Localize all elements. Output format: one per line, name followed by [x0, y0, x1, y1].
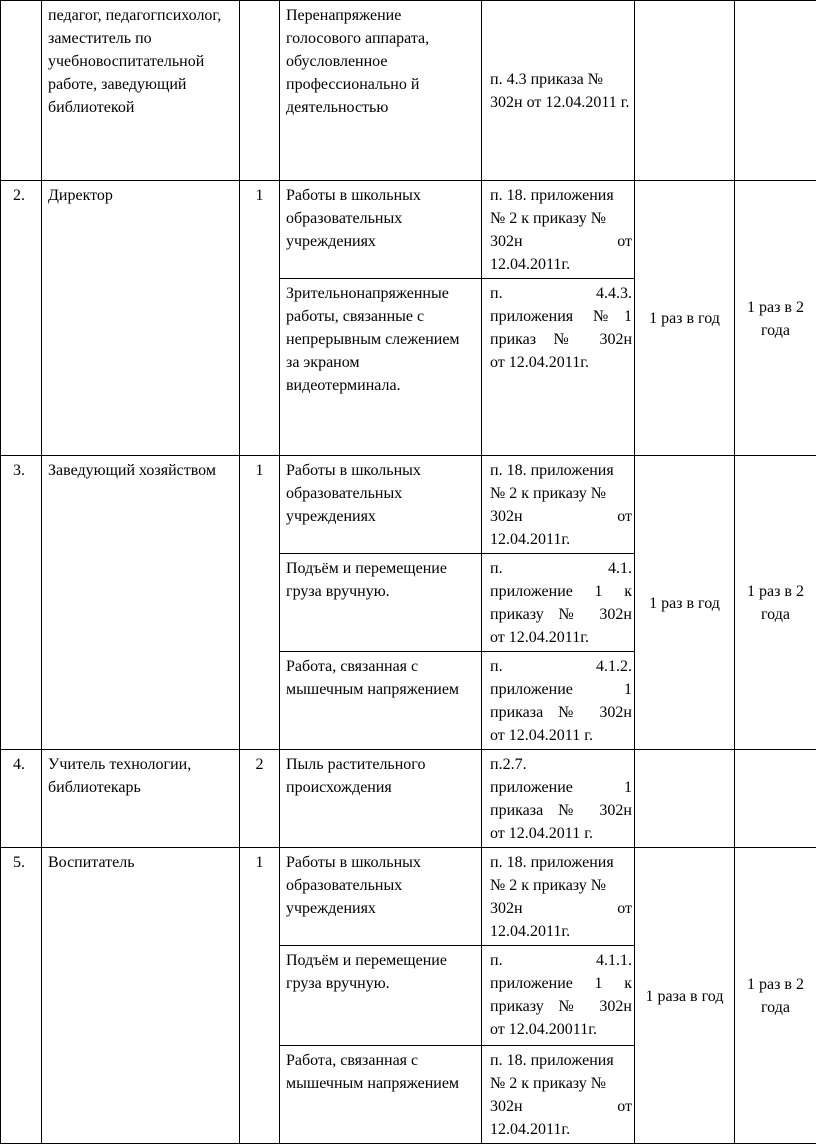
exam-text: 1 раз в 2 года	[747, 299, 804, 339]
reference-line: п. 4.1.2.	[490, 655, 632, 678]
reference-line: от 12.04.2011г.	[490, 626, 632, 649]
factor-cell	[280, 1, 482, 181]
reference-line: приказу № 302н	[490, 995, 632, 1018]
factor-text: Подъём и перемещение груза вручную.	[286, 952, 447, 992]
row-number-cell	[1, 181, 42, 456]
reference-line: приложение 1	[490, 678, 632, 701]
count-cell	[240, 750, 280, 848]
factor-cell	[280, 652, 482, 750]
position-text: Заведующий хозяйством	[48, 462, 216, 479]
reference-line: п. 4.1.	[490, 557, 632, 580]
periodicity-text: 1 раз в год	[649, 595, 720, 612]
table-row	[1, 750, 816, 848]
row-number-cell	[1, 1, 42, 181]
count-cell	[240, 848, 280, 1144]
position-text: Учитель технологии, библиотекарь	[48, 756, 191, 796]
position-cell	[42, 750, 240, 848]
factor-text: Пыль растительного происхождения	[286, 756, 425, 796]
factor-cell	[280, 456, 482, 554]
count-cell	[240, 1, 280, 181]
exam-cell	[735, 1, 816, 181]
exam-cell	[735, 750, 816, 848]
reference-line: от 12.04.2011г.	[490, 351, 632, 374]
periodicity-text: 1 раз в год	[649, 310, 720, 327]
periodicity-cell	[635, 1, 735, 181]
position-text: Воспитатель	[48, 854, 135, 871]
count-text: 1	[256, 854, 264, 871]
table-row	[1, 456, 816, 554]
factor-cell	[280, 1046, 482, 1144]
reference-line: № 2 к приказу №	[490, 1072, 632, 1095]
reference-cell	[482, 456, 635, 554]
reference-cell	[482, 554, 635, 652]
reference-cell	[482, 279, 635, 456]
factor-text: Работы в школьных образовательных учреждениях	[286, 462, 421, 525]
reference-cell	[482, 750, 635, 848]
exam-cell	[735, 456, 816, 750]
reference-line: п.2.7.	[490, 753, 632, 776]
factor-cell	[280, 750, 482, 848]
factor-text: Перенапряжение голосового аппарата, обусловленное профессионально й деятельностью	[286, 7, 429, 116]
reference-line: 302н от	[490, 1095, 632, 1118]
reference-line: п. 18. приложения	[490, 851, 632, 874]
count-cell	[240, 181, 280, 456]
reference-line: № 2 к приказу №	[490, 207, 632, 230]
exam-text: 1 раз в 2 года	[747, 976, 804, 1016]
position-text: Директор	[48, 187, 113, 204]
reference-line: п. 18. приложения	[490, 184, 632, 207]
reference-cell	[482, 181, 635, 279]
count-text: 1	[256, 187, 264, 204]
factor-text: Работы в школьных образовательных учреждениях	[286, 187, 421, 250]
position-text: педагог, педагогпсихолог, заместитель по учебновоспитательной работе, заведующий библиотекой	[48, 7, 221, 116]
reference-cell	[482, 946, 635, 1046]
row-number-cell	[1, 750, 42, 848]
reference-line: приказу № 302н	[490, 603, 632, 626]
reference-line: 302н от	[490, 897, 632, 920]
factor-text: Работа, связанная с мышечным напряжением	[286, 658, 459, 698]
factor-cell	[280, 848, 482, 946]
reference-line: приложения №1	[490, 305, 632, 328]
reference-line: от 12.04.20011г.	[490, 1018, 632, 1041]
factor-text: Подъём и перемещение груза вручную.	[286, 560, 447, 600]
position-cell	[42, 456, 240, 750]
reference-line: № 2 к приказу №	[490, 874, 632, 897]
factor-cell	[280, 946, 482, 1046]
exam-text: 1 раз в 2 года	[747, 583, 804, 623]
periodicity-cell	[635, 848, 735, 1144]
reference-line: 12.04.2011г.	[490, 528, 632, 551]
reference-line: приложение 1	[490, 776, 632, 799]
periodicity-text: 1 раза в год	[646, 988, 724, 1005]
count-text: 2	[256, 756, 264, 773]
reference-line: приложение 1 к	[490, 972, 632, 995]
factor-cell	[280, 279, 482, 456]
reference-line: п. 18. приложения	[490, 1049, 632, 1072]
reference-line: п. 4.4.3.	[490, 282, 632, 305]
reference-line: приказа № 302н	[490, 799, 632, 822]
reference-line: № 2 к приказу №	[490, 482, 632, 505]
row-number-cell	[1, 456, 42, 750]
row-number-cell	[1, 848, 42, 1144]
position-cell	[42, 848, 240, 1144]
reference-line: от 12.04.2011 г.	[490, 724, 632, 747]
factor-text: Работа, связанная с мышечным напряжением	[286, 1052, 459, 1092]
row-number: 4.	[13, 756, 25, 773]
reference-text: п. 4.3 приказа № 302н от 12.04.2011 г.	[490, 71, 630, 111]
count-cell	[240, 456, 280, 750]
factor-cell	[280, 554, 482, 652]
exam-cell	[735, 181, 816, 456]
reference-line: п. 4.1.1.	[490, 949, 632, 972]
periodicity-cell	[635, 750, 735, 848]
reference-cell	[482, 652, 635, 750]
reference-line: 12.04.2011г.	[490, 920, 632, 943]
reference-cell	[482, 1, 635, 181]
reference-line: приказ № 302н	[490, 328, 632, 351]
exam-cell	[735, 848, 816, 1144]
table-row	[1, 181, 816, 279]
table-row-continuation	[1, 1, 816, 181]
count-text: 1	[256, 462, 264, 479]
factor-text: Работы в школьных образовательных учреждениях	[286, 854, 421, 917]
reference-cell	[482, 848, 635, 946]
reference-cell	[482, 1046, 635, 1144]
reference-line: п. 18. приложения	[490, 459, 632, 482]
reference-line: 12.04.2011г.	[490, 253, 632, 276]
row-number: 5.	[13, 854, 25, 871]
position-cell	[42, 1, 240, 181]
row-number: 3.	[13, 462, 25, 479]
reference-line: приказа № 302н	[490, 701, 632, 724]
factor-text: Зрительнонапряженные работы, связанные с непрерывным слежением за экраном видеотерминала.	[286, 285, 460, 394]
reference-line: 302н от	[490, 230, 632, 253]
table-row	[1, 848, 816, 946]
reference-line: от 12.04.2011 г.	[490, 822, 632, 845]
periodicity-cell	[635, 181, 735, 456]
position-cell	[42, 181, 240, 456]
reference-line: приложение 1 к	[490, 580, 632, 603]
row-number: 2.	[13, 187, 25, 204]
reference-line: 12.04.2011г.	[490, 1118, 632, 1141]
periodicity-cell	[635, 456, 735, 750]
factor-cell	[280, 181, 482, 279]
reference-line: 302н от	[490, 505, 632, 528]
